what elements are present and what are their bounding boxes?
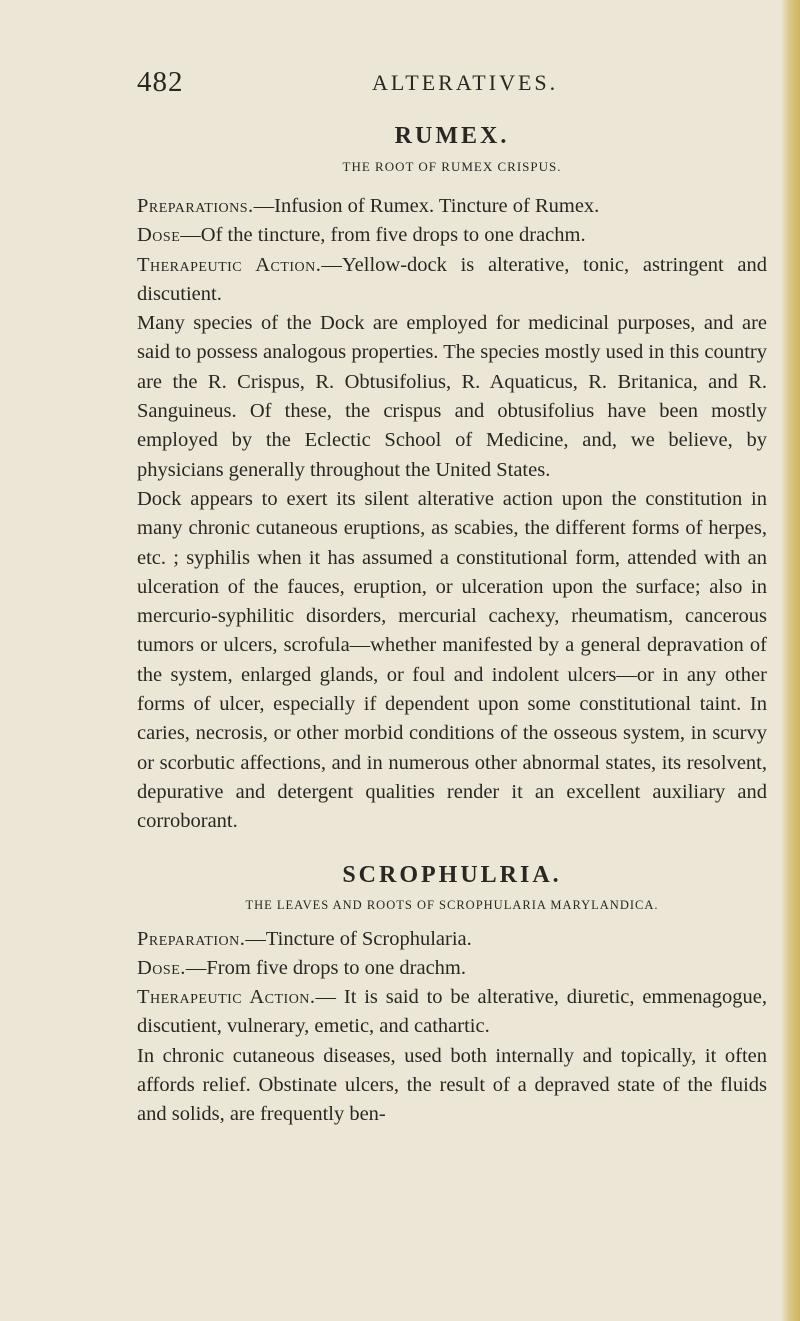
rumex-action — [137, 251, 767, 310]
rumex-title: RUMEX. — [394, 123, 510, 149]
dose-text: —From five drops to one drachm. — [185, 956, 467, 979]
action-label: Therapeutic Action. — [137, 253, 322, 276]
scrophularia-dose — [137, 954, 767, 983]
action-text: — It is said to be alterative, diuretic, emmenagogue, discutient, vulnerary, emetic, and cathartic. — [137, 986, 767, 1038]
rumex-preparations — [137, 192, 767, 221]
rumex-paragraph-2: Dock appears to exert its silent alterative action upon the constitution in many chronic cutaneous eruptions, as scabies, the different forms of herpes, etc. ; syphilis when it has assumed a constitutional form, attended with an ulceration of the fauces, eruption, or ulceration upon the surface; also in mercurio-syphilitic disorders, mercurial cachexy, rheumatism, cancerous tumors or ulcers, scrofula—whether manifested by a general depravation of the system, enlarged glands, or foul and indolent ulcers—or in any other forms of ulcer, especially if dependent upon some constitutional taint. In caries, necrosis, or other morbid conditions of the osseous system, in scurvy or scorbutic affections, and in numerous other abnormal states, its resolvent, depurative and detergent qualities render it an excellent auxiliary and corroborant. — [137, 487, 767, 833]
rumex-section — [137, 120, 767, 837]
preparations-text: —Infusion of Rumex. Tincture of Rumex. — [253, 195, 600, 217]
scrophularia-paragraph-1: In chronic cutaneous diseases, used both internally and topically, it often affords relief. Obstinate ulcers, the result of a depraved state of the fluids and solids, are frequently ben- — [137, 1044, 767, 1126]
preparation-text: —Tincture of Scrophularia. — [245, 927, 472, 950]
page-header — [0, 66, 800, 106]
dose-text: —Of the tincture, from five drops to one drachm. — [180, 224, 586, 247]
scrophularia-section — [137, 859, 767, 1130]
preparation-label: Preparation. — [137, 927, 246, 950]
rumex-subtitle: THE ROOT OF RUMEX CRISPUS. — [342, 159, 562, 174]
scrophularia-subtitle: THE LEAVES AND ROOTS OF SCROPHULARIA MARYLANDICA. — [245, 897, 659, 912]
page-content — [137, 120, 767, 1130]
dose-label: Dose — [137, 224, 181, 247]
rumex-paragraph-1: Many species of the Dock are employed for medicinal purposes, and are said to possess analogous properties. The species mostly used in this country are the R. Crispus, R. Obtusifolius, R. Aquaticus, R. Britanica, and R. Sanguineus. Of these, the crispus and obtusifolius have been mostly employed by the Eclectic School of Medicine, and, we believe, by physicians generally throughout the United States. — [137, 312, 767, 481]
scrophularia-action — [137, 983, 767, 1042]
preparations-label: Preparations. — [137, 195, 254, 217]
action-label: Therapeutic Action. — [137, 986, 316, 1009]
page-number: 482 — [137, 66, 184, 98]
action-text: —Yellow-dock is alterative, tonic, astringent and discutient. — [137, 253, 767, 305]
page-edge — [782, 0, 800, 1321]
running-head: ALTERATIVES. — [372, 70, 559, 95]
rumex-dose — [137, 221, 767, 250]
dose-label: Dose. — [137, 956, 186, 979]
scrophularia-preparation — [137, 925, 767, 954]
scrophularia-title: SCROPHULRIA. — [342, 861, 562, 888]
